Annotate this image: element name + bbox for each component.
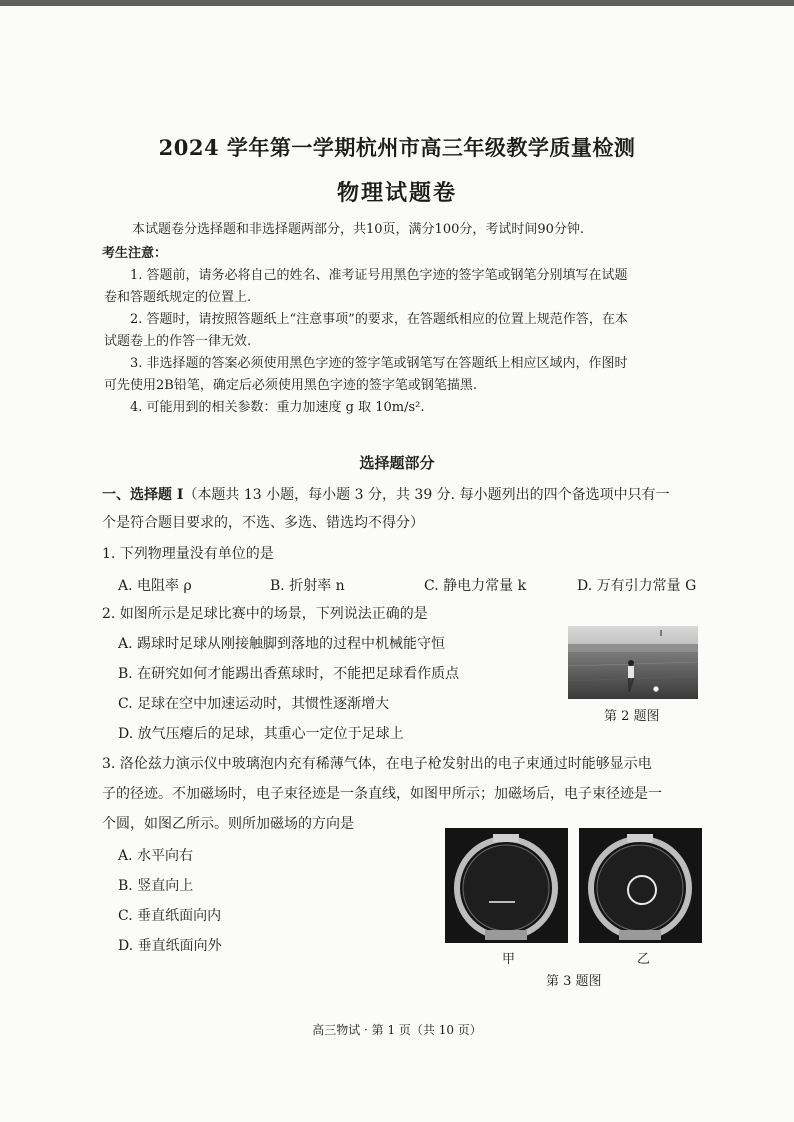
page-title: 2024 学年第一学期杭州市高三年级教学质量检测 <box>158 135 636 160</box>
intro-text: 本试题卷分选择题和非选择题两部分，共10页，满分100分，考试时间90分钟. <box>132 222 585 237</box>
q3-option-d: D. 垂直纸面向外 <box>118 938 222 954</box>
q3-stem-line: 个圆，如图乙所示。则所加磁场的方向是 <box>102 816 354 832</box>
section-heading-label: 一、选择题 I <box>102 487 184 503</box>
q1-option-d: D. 万有引力常量 G <box>577 578 697 594</box>
q3-option-b: B. 竖直向上 <box>118 878 194 894</box>
q3-option-a: A. 水平向右 <box>118 848 194 864</box>
q3-caption: 第 3 题图 <box>546 974 602 989</box>
lorentz-demo-photo-jia <box>445 828 568 943</box>
section-title: 选择题部分 <box>359 454 435 472</box>
notice-line: 1. 答题前，请务必将自己的姓名、准考证号用黑色字迹的签字笔或钢笔分别填写在试题 <box>130 268 628 283</box>
q3-label-jia: 甲 <box>502 952 516 967</box>
q2-option-b: B. 在研究如何才能踢出香蕉球时，不能把足球看作质点 <box>118 666 460 682</box>
q1-option-a: A. 电阻率 ρ <box>118 578 192 594</box>
notice-heading: 考生注意： <box>102 246 168 261</box>
q2-option-c: C. 足球在空中加速运动时，其惯性逐渐增大 <box>118 696 390 712</box>
q2-stem: 2. 如图所示是足球比赛中的场景，下列说法正确的是 <box>102 606 428 622</box>
page-footer: 高三物试 · 第 1 页（共 10 页） <box>312 1023 482 1037</box>
notice-line: 可先使用2B铅笔，确定后必须使用黑色字迹的签字笔或钢笔描黑. <box>104 378 477 393</box>
soccer-photo <box>568 626 698 699</box>
section-heading-line2: 个是符合题目要求的，不选、多选、错选均不得分） <box>102 515 424 531</box>
notice-line: 4. 可能用到的相关参数：重力加速度 g 取 10m/s². <box>130 400 425 415</box>
notice-line: 3. 非选择题的答案必须使用黑色字迹的签字笔或钢笔写在答题纸上相应区域内，作图时 <box>130 356 628 371</box>
lorentz-demo-photo-yi <box>579 828 702 943</box>
q1-option-c: C. 静电力常量 k <box>424 578 527 594</box>
notice-line: 试题卷上的作答一律无效. <box>104 334 252 349</box>
notice-line: 2. 答题时，请按照答题纸上“注意事项”的要求，在答题纸相应的位置上规范作答，在本 <box>130 312 628 327</box>
q1-option-b: B. 折射率 n <box>270 578 345 594</box>
q3-stem-line: 3. 洛伦兹力演示仪中玻璃泡内充有稀薄气体，在电子枪发射出的电子束通过时能够显示电 <box>102 756 652 772</box>
page-subtitle: 物理试题卷 <box>336 180 457 206</box>
scan-edge <box>0 0 794 6</box>
notice-line: 卷和答题纸规定的位置上. <box>104 290 252 305</box>
q3-stem-line: 子的径迹。不加磁场时，电子束径迹是一条直线，如图甲所示；加磁场后，电子束径迹是一 <box>102 786 662 802</box>
q3-label-yi: 乙 <box>637 952 651 967</box>
q3-option-c: C. 垂直纸面向内 <box>118 908 222 924</box>
section-heading-text: （本题共 13 小题，每小题 3 分，共 39 分. 每小题列出的四个备选项中只有一 <box>183 487 670 503</box>
q2-option-d: D. 放气压瘪后的足球，其重心一定位于足球上 <box>118 726 404 742</box>
q1-stem: 1. 下列物理量没有单位的是 <box>102 546 274 562</box>
q2-caption: 第 2 题图 <box>604 709 660 724</box>
q2-option-a: A. 踢球时足球从刚接触脚到落地的过程中机械能守恒 <box>118 636 446 652</box>
section-heading <box>102 485 670 505</box>
